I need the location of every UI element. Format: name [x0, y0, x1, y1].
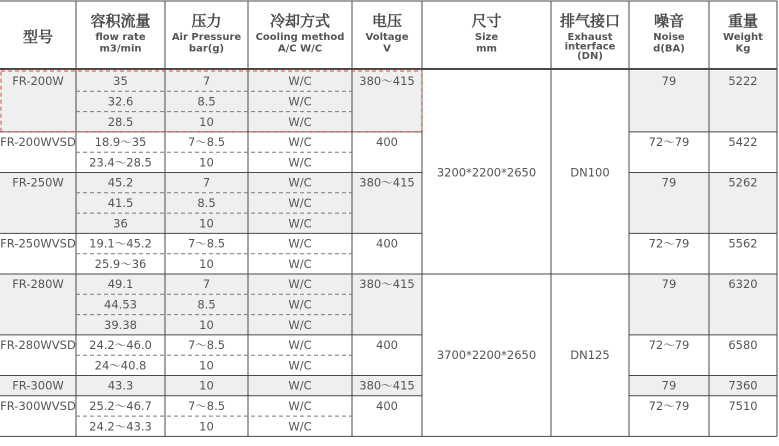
pressure-cell: 10: [199, 216, 214, 231]
flow-rate-cell: 18.9～35: [94, 135, 147, 150]
header-cell: [560, 12, 620, 62]
flow-rate-cell: 24.2～46.0: [89, 338, 152, 353]
flow-rate-cell: 39.38: [104, 317, 137, 332]
cooling-cell: W/C: [288, 114, 312, 129]
header-cell: [366, 12, 409, 55]
noise-cell: 79: [661, 378, 677, 393]
header-title: 容积流量: [90, 12, 151, 30]
pressure-cell: 7: [202, 175, 211, 190]
header-subtitle: bar(g): [188, 43, 225, 55]
size-cell: 3700*2200*2650: [436, 348, 537, 363]
header-subtitle: interface: [564, 41, 616, 53]
header-cell: [90, 12, 150, 55]
pressure-cell: 7～8.5: [187, 338, 226, 353]
header-title: 电压: [371, 12, 403, 30]
pressure-cell: 10: [199, 155, 214, 170]
weight-cell: 5562: [728, 236, 758, 251]
cooling-cell: W/C: [288, 297, 312, 312]
header-cell: [256, 12, 345, 55]
pressure-cell: 8.5: [197, 297, 216, 312]
header-subtitle: flow rate: [95, 32, 146, 43]
cooling-cell: W/C: [288, 236, 312, 251]
cooling-cell: W/C: [288, 398, 312, 413]
model-cell: FR-300W: [12, 378, 64, 393]
header-title: 型号: [22, 28, 54, 46]
cooling-cell: W/C: [288, 195, 312, 210]
table-row: [95, 135, 312, 149]
noise-cell: 72～79: [648, 338, 690, 353]
header-subtitle: (DN): [577, 51, 603, 62]
noise-cell: 79: [661, 74, 677, 89]
header-cell: [23, 28, 53, 46]
pressure-cell: 10: [199, 256, 214, 271]
cooling-cell: W/C: [288, 175, 312, 190]
pressure-cell: 8.5: [197, 94, 216, 109]
model-cell: FR-200W: [12, 74, 64, 89]
flow-rate-cell: 25.2～46.7: [89, 398, 152, 413]
voltage-cell: 400: [376, 398, 398, 413]
weight-cell: 7360: [728, 378, 758, 393]
header-title: 重量: [727, 12, 759, 30]
header-subtitle: Cooling method: [255, 32, 345, 43]
exhaust-dn-cell: DN100: [570, 165, 610, 180]
table-row: [95, 257, 312, 271]
header-subtitle: d(BA): [653, 43, 685, 55]
cooling-cell: W/C: [288, 277, 312, 292]
cooling-cell: W/C: [288, 378, 312, 393]
flow-rate-cell: 32.6: [107, 94, 134, 109]
weight-cell: 6320: [728, 277, 758, 292]
model-cell: FR-250W: [12, 175, 64, 190]
header-subtitle: Air Pressure: [171, 32, 242, 43]
pressure-cell: 10: [199, 114, 214, 129]
flow-rate-cell: 25.9～36: [94, 256, 147, 271]
header-subtitle: Weight: [723, 32, 763, 43]
exhaust-dn-cell: DN125: [570, 348, 610, 363]
model-cell: FR-300WVSD: [0, 398, 76, 413]
pressure-cell: 7: [202, 277, 211, 292]
header-cell: [653, 12, 685, 55]
weight-cell: 5222: [728, 74, 758, 89]
model-cell: FR-200WVSD: [0, 135, 76, 150]
header-title: 噪音: [653, 12, 685, 30]
pressure-cell: 10: [199, 378, 214, 393]
cooling-cell: W/C: [288, 338, 312, 353]
table-row: [95, 358, 312, 372]
header-subtitle: Voltage: [365, 32, 409, 43]
cooling-cell: W/C: [288, 135, 312, 150]
model-cell: FR-280W: [12, 277, 64, 292]
cooling-cell: W/C: [288, 256, 312, 271]
table-row: [89, 419, 312, 433]
flow-rate-cell: 36: [113, 216, 128, 231]
header-title: 冷却方式: [269, 12, 331, 30]
pressure-cell: 10: [199, 358, 214, 373]
noise-cell: 72～79: [648, 398, 690, 413]
noise-cell: 72～79: [648, 135, 690, 150]
header-title: 压力: [191, 12, 222, 30]
pressure-cell: 7～8.5: [187, 236, 226, 251]
weight-cell: 6580: [728, 338, 758, 353]
flow-rate-cell: 35: [113, 74, 128, 89]
pressure-cell: 8.5: [197, 195, 216, 210]
noise-cell: 72～79: [648, 236, 690, 251]
cooling-cell: W/C: [288, 419, 312, 434]
pressure-cell: 7～8.5: [187, 135, 226, 150]
header-cell: [723, 12, 763, 55]
header-subtitle: A/C W/C: [277, 43, 323, 55]
header-subtitle: V: [383, 43, 391, 55]
model-cell: FR-280WVSD: [0, 338, 76, 353]
header-subtitle: Noise: [653, 32, 685, 43]
header-subtitle: m3/min: [99, 43, 142, 55]
voltage-cell: 380～415: [359, 378, 415, 393]
header-cell: [471, 12, 501, 55]
voltage-cell: 400: [376, 338, 398, 353]
weight-cell: 5262: [728, 175, 758, 190]
pressure-cell: 7～8.5: [187, 398, 226, 413]
cooling-cell: W/C: [288, 94, 312, 109]
header-title: 排气接口: [559, 12, 621, 30]
header-subtitle: Size: [474, 32, 499, 43]
cooling-cell: W/C: [288, 317, 312, 332]
flow-rate-cell: 23.4～28.5: [89, 155, 152, 170]
table-row: [89, 399, 312, 413]
cooling-cell: W/C: [288, 155, 312, 170]
header-row: [23, 12, 763, 62]
flow-rate-cell: 41.5: [107, 195, 134, 210]
pressure-cell: 10: [199, 419, 214, 434]
size-group: [437, 166, 610, 180]
flow-rate-cell: 28.5: [107, 114, 134, 129]
cooling-cell: W/C: [288, 74, 312, 89]
flow-rate-cell: 49.1: [107, 277, 134, 292]
flow-rate-cell: 43.3: [107, 378, 134, 393]
table-row: [89, 155, 312, 169]
weight-cell: 7510: [728, 398, 758, 413]
flow-rate-cell: 24～40.8: [94, 358, 147, 373]
weight-cell: 5422: [728, 135, 758, 150]
size-cell: 3200*2200*2650: [436, 165, 537, 180]
pressure-cell: 10: [199, 317, 214, 332]
noise-cell: 79: [661, 277, 677, 292]
table-row: [89, 237, 312, 251]
model-cell: FR-250WVSD: [0, 236, 76, 251]
voltage-cell: 380～415: [359, 175, 415, 190]
noise-cell: 79: [661, 175, 677, 190]
header-subtitle: Exhaust: [567, 32, 613, 43]
header-cell: [172, 12, 242, 55]
cooling-cell: W/C: [288, 216, 312, 231]
voltage-cell: 380～415: [359, 277, 415, 292]
size-group: [437, 348, 610, 362]
header-subtitle: mm: [476, 43, 497, 55]
header-title: 尺寸: [471, 12, 502, 30]
flow-rate-cell: 44.53: [104, 297, 137, 312]
cooling-cell: W/C: [288, 358, 312, 373]
table-row: [89, 338, 312, 352]
header-subtitle: Kg: [735, 43, 751, 55]
voltage-cell: 400: [376, 236, 398, 251]
pressure-cell: 7: [202, 74, 211, 89]
voltage-cell: 380～415: [359, 74, 415, 89]
flow-rate-cell: 45.2: [107, 175, 134, 190]
flow-rate-cell: 19.1～45.2: [89, 236, 152, 251]
flow-rate-cell: 24.2～43.3: [89, 419, 152, 434]
voltage-cell: 400: [376, 135, 398, 150]
